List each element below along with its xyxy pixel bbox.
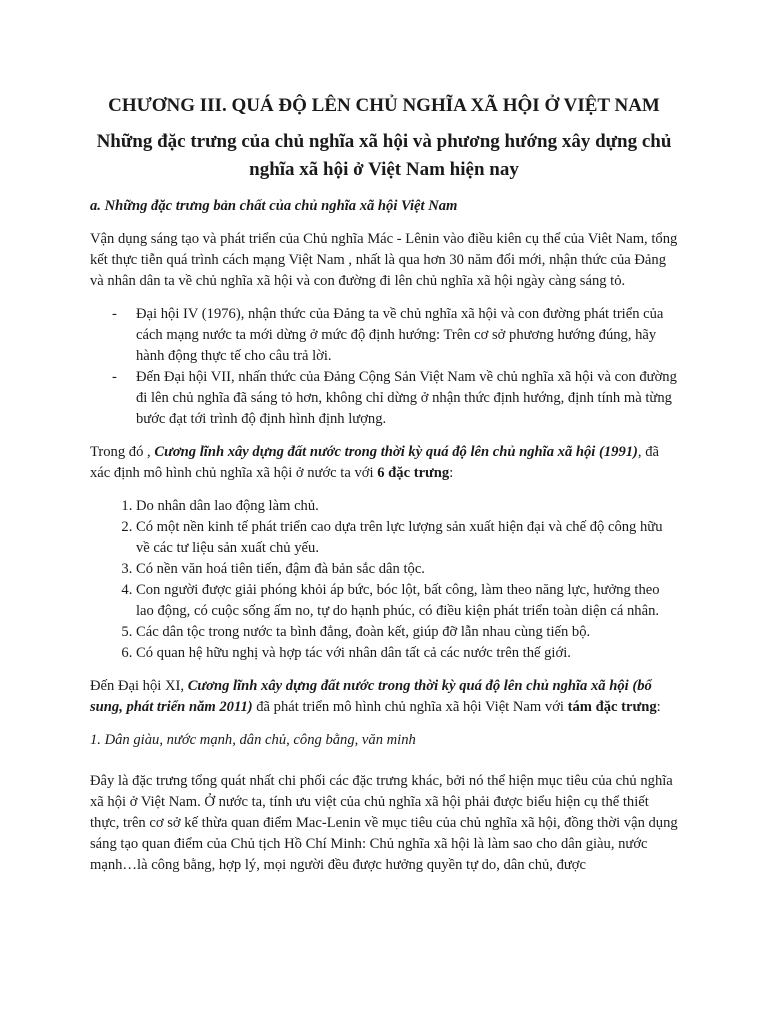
dash-bullet: - [112, 306, 117, 322]
p2-prefix: Trong đó , [90, 444, 155, 460]
trait-item: 6. Có quan hệ hữu nghị và hợp tác với nhân dân tất cả các nước trên thế giới. [136, 643, 678, 664]
p2-middle: , đã xác định mô hình chủ nghĩa xã hội ở nước ta với [90, 444, 659, 481]
final-paragraph: Đây là đặc trưng tổng quát nhất chi phối các đặc trưng khác, bởi nó thể hiện mục tiêu của chủ nghĩa xã hội ở Việt Nam. Ở nước ta, tính ưu việt của chủ nghĩa xã hội phải được biểu hiện cụ thể thiết thực, trên cơ sở kế thừa quan điểm Mac-Lenin về mục tiêu của chủ nghĩa xã hội, đồng thời vận dụng sáng tạo quan điểm của Chủ tịch Hồ Chí Minh: Chủ nghĩa xã hội là làm sao cho dân giàu, nước mạnh…là công bằng, hợp lý, mọi người đều được hưởng quyền tự do, dân chủ, được [90, 773, 678, 873]
trait-1-heading: 1. Dân giàu, nước mạnh, dân chủ, công bằng, văn minh [90, 732, 416, 748]
dash-list-item [112, 367, 678, 430]
p3-suffix: : [656, 699, 661, 715]
document-subtitle: Những đặc trưng của chủ nghĩa xã hội và phương hướng xây dựng chủ nghĩa xã hội ở Việt Nam hiện nay [96, 131, 672, 180]
dash-item-text: Đại hội IV (1976), nhận thức của Đảng ta về chủ nghĩa xã hội và con đường phát triển của cách mạng nước ta mới dừng ở mức độ định hướng: Trên cơ sở phương hướng đúng, hãy hành động thực tế cho câu trả lời. [136, 306, 664, 364]
p3-emphasis: Cương lĩnh xây dựng đất nước trong thời kỳ quá độ lên chủ nghĩa xã hội (bổ sung, phát triển năm 2011) [90, 678, 652, 715]
trait-item: 1. Do nhân dân lao động làm chủ. [136, 496, 678, 517]
paragraph-1991-platform [90, 442, 678, 484]
p3-prefix: Đến Đại hội XI, [90, 678, 188, 694]
intro-paragraph: Vận dụng sáng tạo và phát triển của Chủ nghĩa Mác - Lênin vào điều kiên cụ thể của Viêt Nam, tổng kết thực tiễn quá trình cách mạng Việt Nam , nhất là qua hơn 30 năm đổi mới, nhận thức của Đảng và nhân dân ta về chủ nghĩa xã hội và con đường đi lên chủ nghĩa xã hội ngày càng sáng tỏ. [90, 231, 678, 289]
p2-emphasis: Cương lĩnh xây dựng đất nước trong thời kỳ quá độ lên chủ nghĩa xã hội (1991) [154, 444, 638, 460]
dash-list [90, 304, 678, 430]
paragraph-2011-platform [90, 676, 678, 718]
p3-bold: tám đặc trưng [567, 699, 657, 715]
p3-middle: đã phát triển mô hình chủ nghĩa xã hội Việt Nam với [252, 699, 568, 715]
dash-list-item [112, 304, 678, 367]
section-a-heading: a. Những đặc trưng bản chất của chủ nghĩa xã hội Việt Nam [90, 198, 458, 214]
p2-suffix: : [449, 465, 454, 481]
chapter-title: CHƯƠNG III. QUÁ ĐỘ LÊN CHỦ NGHĨA XÃ HỘI Ở VIỆT NAM [108, 95, 660, 116]
dash-item-text: Đến Đại hội VII, nhấn thức của Đảng Cộng Sản Việt Nam về chủ nghĩa xã hội và con đường đi lên chủ nghĩa đã sáng tỏ hơn, không chỉ dừng ở nhận thức định hướng, định tính mà từng bước đạt tới trình độ định hình định lượng. [136, 369, 677, 427]
trait-item: 4. Con người được giải phóng khỏi áp bức, bóc lột, bất công, làm theo năng lực, hưởng theo lao động, có cuộc sống ấm no, tự do hạnh phúc, có điều kiện phát triển toàn diện cá nhân. [136, 580, 678, 622]
p2-bold: 6 đặc trưng [377, 465, 450, 481]
trait-item: 2. Có một nền kinh tế phát triển cao dựa trên lực lượng sản xuất hiện đại và chế độ công hữu về các tư liệu sản xuất chủ yếu. [136, 517, 678, 559]
trait-item: 5. Các dân tộc trong nước ta bình đẳng, đoàn kết, giúp đỡ lẫn nhau cùng tiến bộ. [136, 622, 678, 643]
trait-item: 3. Có nền văn hoá tiên tiến, đậm đà bản sắc dân tộc. [136, 559, 678, 580]
traits-list [90, 496, 678, 664]
dash-bullet: - [112, 369, 117, 385]
